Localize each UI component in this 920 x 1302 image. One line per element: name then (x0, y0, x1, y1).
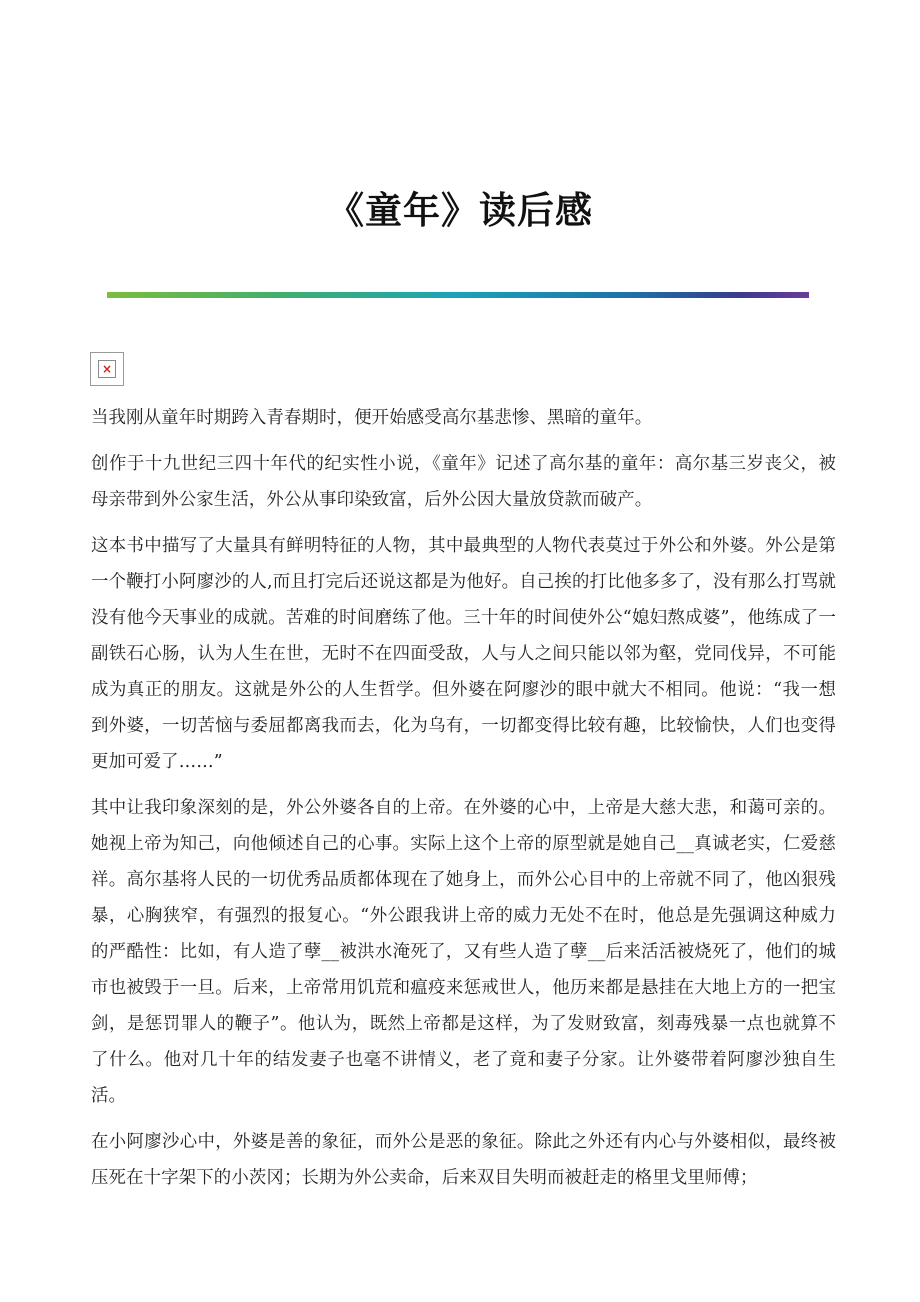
page-title: 《童年》读后感 (327, 189, 593, 232)
paragraph-background: 创作于十九世纪三四十年代的纪实性小说，《童年》记述了高尔基的童年：高尔基三岁丧父，被母亲带到外公家生活，外公从事印染致富，后外公因大量放贷款而破产。 (91, 454, 836, 510)
paragraph-intro: 当我刚从童年时期跨入青春期时，便开始感受高尔基悲惨、黑暗的童年。 (91, 408, 653, 428)
broken-image-x-mark: × (98, 360, 116, 378)
paragraph-characters: 这本书中描写了大量具有鲜明特征的人物，其中最典型的人物代表莫过于外公和外婆。外公是第一个鞭打小阿廖沙的人,而且打完后还说这都是为他好。自己挨的打比他多多了，没有那么打骂就没有他今天事业的成就。苦难的时间磨练了他。三十年的时间使外公“媳妇熬成婆”，他练成了一副铁石心肠，认为人生在世，无时不在四面受敌，人与人之间只能以邻为壑，党同伐异，不可能成为真正的朋友。这就是外公的人生哲学。但外婆在阿廖沙的眼中就大不相同。他说：“我一想到外婆，一切苦恼与委屈都离我而去，化为乌有，一切都变得比较有趣，比较愉快，人们也变得更加可爱了……” (91, 536, 836, 772)
paragraph-symbols: 在小阿廖沙心中，外婆是善的象征，而外公是恶的象征。除此之外还有内心与外婆相似，最终被压死在十字架下的小茨冈；长期为外公卖命，后来双目失明而被赶走的格里戈里师傅； (91, 1132, 836, 1188)
article-body (91, 400, 836, 1206)
title-divider (107, 292, 809, 298)
broken-image-icon (90, 352, 124, 386)
paragraph-gods: 其中让我印象深刻的是，外公外婆各自的上帝。在外婆的心中，上帝是大慈大悲，和蔼可亲的。她视上帝为知己，向他倾述自己的心事。实际上这个上帝的原型就是她自己__真诚老实，仁爱慈祥。高尔基将人民的一切优秀品质都体现在了她身上，而外公心目中的上帝就不同了，他凶狠残暴，心胸狭窄，有强烈的报复心。“外公跟我讲上帝的威力无处不在时，他总是先强调这种威力的严酷性：比如，有人造了孽__被洪水淹死了，又有些人造了孽__后来活活被烧死了，他们的城市也被毁于一旦。后来，上帝常用饥荒和瘟疫来惩戒世人，他历来都是悬挂在大地上方的一把宝剑，是惩罚罪人的鞭子”。他认为，既然上帝都是这样，为了发财致富，刻毒残暴一点也就算不了什么。他对几十年的结发妻子也毫不讲情义，老了竟和妻子分家。让外婆带着阿廖沙独自生活。 (91, 798, 836, 1106)
